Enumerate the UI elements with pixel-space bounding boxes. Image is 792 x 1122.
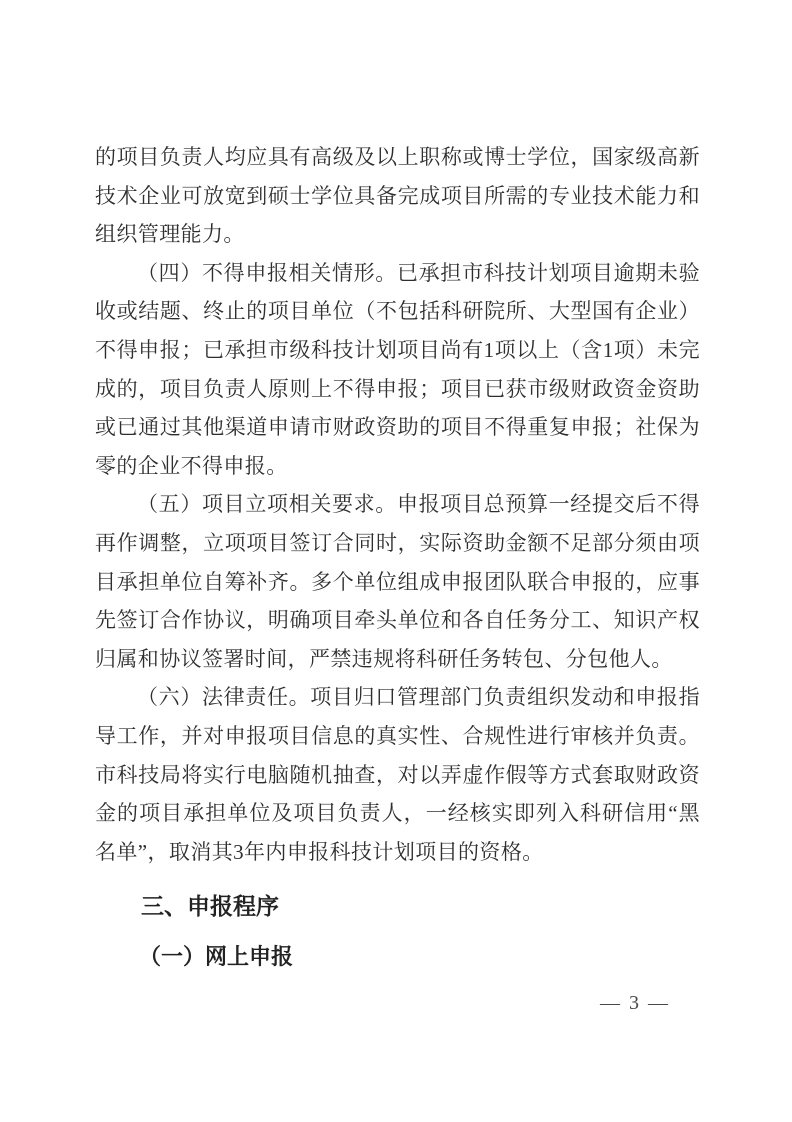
section-heading: 三、申报程序	[141, 893, 279, 920]
document-content	[95, 138, 700, 1018]
paragraph-item-six: （六）法律责任。项目归口管理部门负责组织发动和申报指导工作，并对申报项目信息的真实性、合规性进行审核并负责。市科技局将实行电脑随机抽查，对以弄虚作假等方式套取财政资金的项目承担单位及项目负责人，一经核实即列入科研信用“黑名单”，取消其3年内申报科技计划项目的资格。	[95, 685, 700, 864]
paragraph-item-four: （四）不得申报相关情形。已承担市科技计划项目逾期未验收或结题、终止的项目单位（不包括科研院所、大型国有企业）不得申报；已承担市级科技计划项目尚有1项以上（含1项）未完成的，项目负责人原则上不得申报；项目已获市级财政资金资助或已通过其他渠道申请市财政资助的项目不得重复申报；社保为零的企业不得申报。	[95, 260, 700, 478]
paragraph-item-five: （五）项目立项相关要求。申报项目总预算一经提交后不得再作调整，立项项目签订合同时，实际资助金额不足部分须由项目承担单位自筹补齐。多个单位组成申报团队联合申报的，应事先签订合作协议，明确项目牵头单位和各自任务分工、知识产权归属和协议签署时间，严禁违规将科研任务转包、分包他人。	[95, 492, 700, 671]
subsection-heading: （一）网上申报	[139, 943, 294, 969]
paragraph-continuation: 的项目负责人均应具有高级及以上职称或博士学位，国家级高新技术企业可放宽到硕士学位具备完成项目所需的专业技术能力和组织管理能力。	[95, 145, 700, 247]
page-number: — 3 —	[600, 992, 670, 1015]
